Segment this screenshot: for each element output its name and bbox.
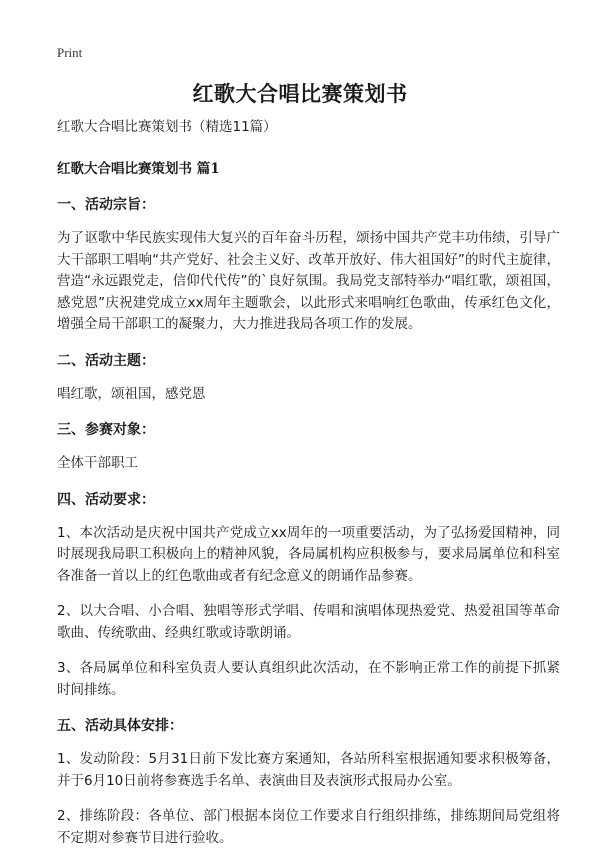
schedule-item: 2、排练阶段：各单位、部门根据本岗位工作要求自行组织排练，排练期间局党组将不定期对参赛节目进行验收。 <box>57 808 560 846</box>
document-body <box>57 116 560 863</box>
section-body-participants: 全体干部职工 <box>57 455 138 471</box>
section-heading-participants: 三、参赛对象： <box>57 422 155 438</box>
section-heading-theme: 二、活动主题： <box>57 352 155 369</box>
section-heading-requirements: 四、活动要求： <box>57 491 155 508</box>
requirement-item: 2、以大合唱、小合唱、独唱等形式学唱、传唱和演唱体现热爱党、热爱祖国等革命歌曲、传统歌曲、经典红歌或诗歌朗诵。 <box>57 603 560 641</box>
section-heading-schedule: 五、活动具体安排： <box>57 718 183 734</box>
print-link[interactable]: Print <box>57 45 83 60</box>
part-heading: 红歌大合唱比赛策划书 篇1 <box>57 161 220 177</box>
schedule-item: 1、发动阶段：5月31日前下发比赛方案通知，各站所科室根据通知要求积极筹备，并于6月10日前将参赛选手名单、表演曲目及表演形式报局办公室。 <box>57 751 560 789</box>
requirement-item: 3、各局属单位和科室负责人要认真组织此次活动，在不影响正常工作的前提下抓紧时间排练。 <box>57 660 560 698</box>
section-body-theme: 唱红歌，颂祖国，感党恩 <box>57 385 206 402</box>
section-heading-purpose: 一、活动宗旨： <box>57 197 155 213</box>
page-title: 红歌大合唱比赛策划书 <box>192 82 408 106</box>
section-body-purpose: 为了讴歌中华民族实现伟大复兴的百年奋斗历程，颂扬中国共产党丰功伟绩，引导广大干部职工唱响“共产党好、社会主义好、改革开放好、伟大祖国好”的时代主旋律，营造“永远跟党走，信仰代代传”的`良好氛围。我局党支部特举办“唱红歌，颂祖国，感党恩”庆祝建党成立xx周年主题歌会，以此形式来唱响红色歌曲，传承红色文化，增强全局干部职工的凝聚力，大力推进我局各项工作的发展。 <box>57 230 560 332</box>
requirement-item: 1、本次活动是庆祝中国共产党成立xx周年的一项重要活动，为了弘扬爱国精神，同时展现我局职工积极向上的精神风貌，各局属机构应积极参与，要求局属单位和科室各准备一首以上的红色歌曲或者有纪念意义的朗诵作品参赛。 <box>57 524 560 584</box>
document-subtitle: 红歌大合唱比赛策划书（精选11篇） <box>57 119 277 135</box>
